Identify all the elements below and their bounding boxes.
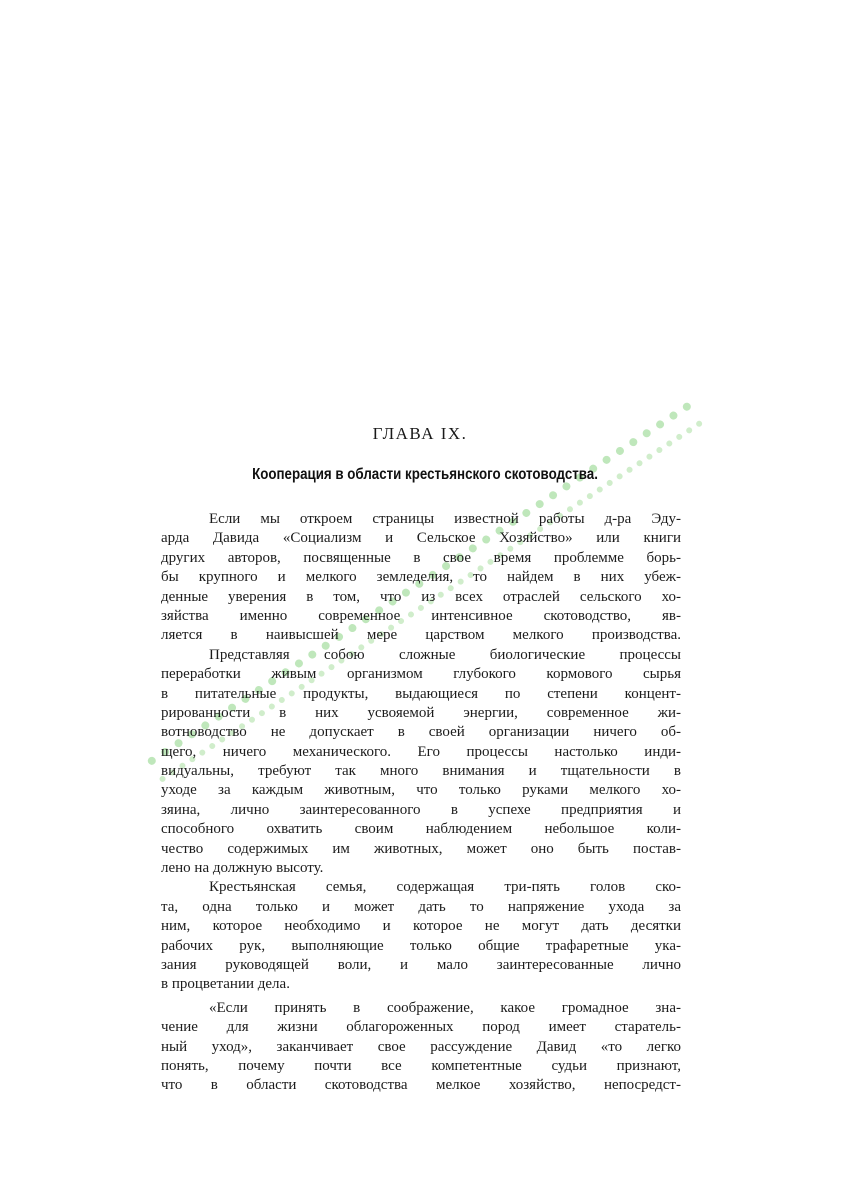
text-line: уходе за каждым животным, что только руками мелкого хо- [161,782,681,799]
text-line: ный уход», заканчивает свое рассуждение Давид «то легко [161,1038,681,1055]
chapter-title: Кооперация в области крестьянского скотоводства. [252,466,598,483]
paragraph [161,646,681,879]
text-line: вотноводство не допускает в своей организации ничего об- [161,724,681,741]
text-line: зания руководящей воли, и мало заинтересованные лично [161,956,681,973]
text-line: денные уверения в том, что из всех отраслей сельского хо- [161,588,681,605]
paragraph [161,878,681,994]
text-line: лено на должную высоту. [161,860,324,877]
text-line: ним, которое необходимо и которое не могут дать десятки [161,918,681,935]
text-line: зяйства именно современное интенсивное скотоводство, яв- [161,607,681,624]
text-line: Крестьянская семья, содержащая три-пять голов ско- [209,879,681,896]
text-line: способного охватить своим наблюдением небольшое коли- [161,821,681,838]
text-line: в процветании дела. [161,976,290,993]
text-line: бы крупного и мелкого земледелия, то найдем в них убеж- [161,569,681,586]
text-line: арда Давида «Социализм и Сельское Хозяйство» или книги [161,530,681,547]
chapter-heading: ГЛАВА IX. [372,424,468,443]
text-line: понять, почему почти все компетентные судьи признают, [161,1057,681,1074]
text-line: переработки живым организмом глубокого кормового сырья [161,666,681,683]
text-line: чение для жизни облагороженных пород имеет старатель- [161,1019,681,1036]
text-line: в питательные продукты, выдающиеся по степени концент- [161,685,681,702]
paragraph [161,999,681,1096]
text-line: Если мы откроем страницы известной работы д-ра Эду- [209,511,681,527]
text-line: «Если принять в соображение, какое громадное зна- [209,999,681,1016]
text-line: рированности в них усвояемой энергии, современное жи- [161,704,681,721]
chapter-body [161,510,681,1096]
paragraph [161,510,681,646]
text-line: чество содержимых им животных, может оно быть постав- [161,840,681,857]
text-line: щего, ничего механического. Его процессы настолько инди- [161,743,681,760]
text-line: видуальны, требуют так много внимания и тщательности в [161,763,681,780]
text-line: Представляя собою сложные биологические процессы [209,646,681,663]
text-line: ляется в наивысшей мере царством мелкого производства. [161,627,681,644]
text-line: других авторов, посвященные в свое время проблемме борь- [161,549,681,566]
text-line: что в области скотоводства мелкое хозяйство, непосредст- [161,1077,681,1094]
text-line: рабочих рук, выполняющие только общие трафаретные ука- [161,937,681,954]
text-line: та, одна только и может дать то напряжение ухода за [161,898,681,915]
text-line: зяина, лично заинтересованного в успехе предприятия и [161,801,681,818]
